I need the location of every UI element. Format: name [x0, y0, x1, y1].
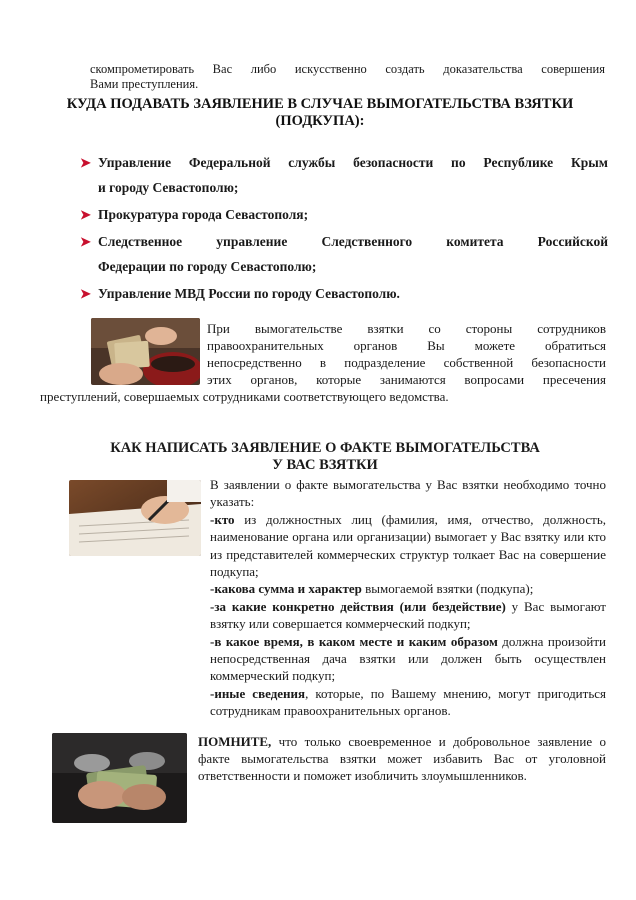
section2-heading	[95, 440, 555, 474]
list-item: -иные сведения, которые, по Вашему мнению, могут пригодиться сотрудникам правоохранительных органов.	[210, 685, 606, 719]
security-paragraph-tail: преступлений, совершаемых сотрудниками соответствующего ведомства.	[40, 389, 449, 404]
section2-title-line1: КАК НАПИСАТЬ ЗАЯВЛЕНИЕ О ФАКТЕ ВЫМОГАТЕЛЬСТВА	[110, 440, 540, 456]
section1-title-line1: КУДА ПОДАВАТЬ ЗАЯВЛЕНИЕ В СЛУЧАЕ ВЫМОГАТЕЛЬСТВА ВЗЯТКИ	[66, 96, 574, 112]
list-item: -в какое время, в каком месте и каким образом должна произойти непосредственная дача взятки или должен быть осуществлен коммерческий подкуп;	[210, 633, 606, 684]
intro-line-1: скомпрометировать Вас либо искусственно создать доказательства совершения	[90, 62, 605, 76]
arrow-bullet-icon: ➤	[80, 286, 91, 301]
security-paragraph: При вымогательстве взятки со стороны сотрудников правоохранительных органов Вы можете обратиться непосредственно в подразделение собственной безопасности этих органов, которые занимаются вопросами пресечения	[207, 321, 606, 387]
reminder-text: что только своевременное и добровольное заявление о факте вымогательства взятки может избавить Вас от уголовной ответственности и поможет изобличить злоумышленников.	[198, 734, 606, 783]
list-item: ➤ Управление МВД России по городу Севастополю.	[80, 281, 608, 306]
writing-hand-photo	[69, 480, 201, 556]
list-item: -кто из должностных лиц (фамилия, имя, отчество, должность, наименование органа или организации) вымогает у Вас взятку или кто из представителей коммерческих структур толкает Вас на совершение подкупа;	[210, 511, 606, 580]
handcuffs-money-photo	[52, 733, 187, 823]
list-item: ➤ Прокуратура города Севастополя;	[80, 202, 608, 227]
reminder-bold: ПОМНИТЕ,	[198, 734, 272, 749]
reminder-paragraph	[198, 733, 606, 784]
section2-title-line2: У ВАС ВЗЯТКИ	[272, 457, 378, 473]
intro-text	[90, 62, 605, 92]
bribe-money-photo	[91, 318, 200, 385]
list-item: ➤ Управление Федеральной службы безопасности по Республике Крым и городу Севастополю;	[80, 150, 608, 200]
list-item: ➤ Следственное управление Следственного комитета Российской Федерации по городу Севастополю;	[80, 229, 608, 279]
authorities-list	[80, 150, 608, 308]
section1-title-line2: (ПОДКУПА):	[275, 113, 365, 129]
statement-instructions	[210, 476, 606, 720]
arrow-bullet-icon: ➤	[80, 155, 91, 170]
section1-heading	[40, 96, 600, 130]
list-item: -какова сумма и характер вымогаемой взятки (подкупа);	[210, 581, 534, 597]
arrow-bullet-icon: ➤	[80, 234, 91, 249]
arrow-bullet-icon: ➤	[80, 207, 91, 222]
instructions-intro: В заявлении о факте вымогательства у Вас взятки необходимо точно указать:	[210, 477, 606, 510]
list-item: -за какие конкретно действия (или бездействие) у Вас вымогают взятку или совершается коммерческий подкуп;	[210, 598, 606, 632]
intro-line-2: Вами преступления.	[90, 77, 199, 91]
